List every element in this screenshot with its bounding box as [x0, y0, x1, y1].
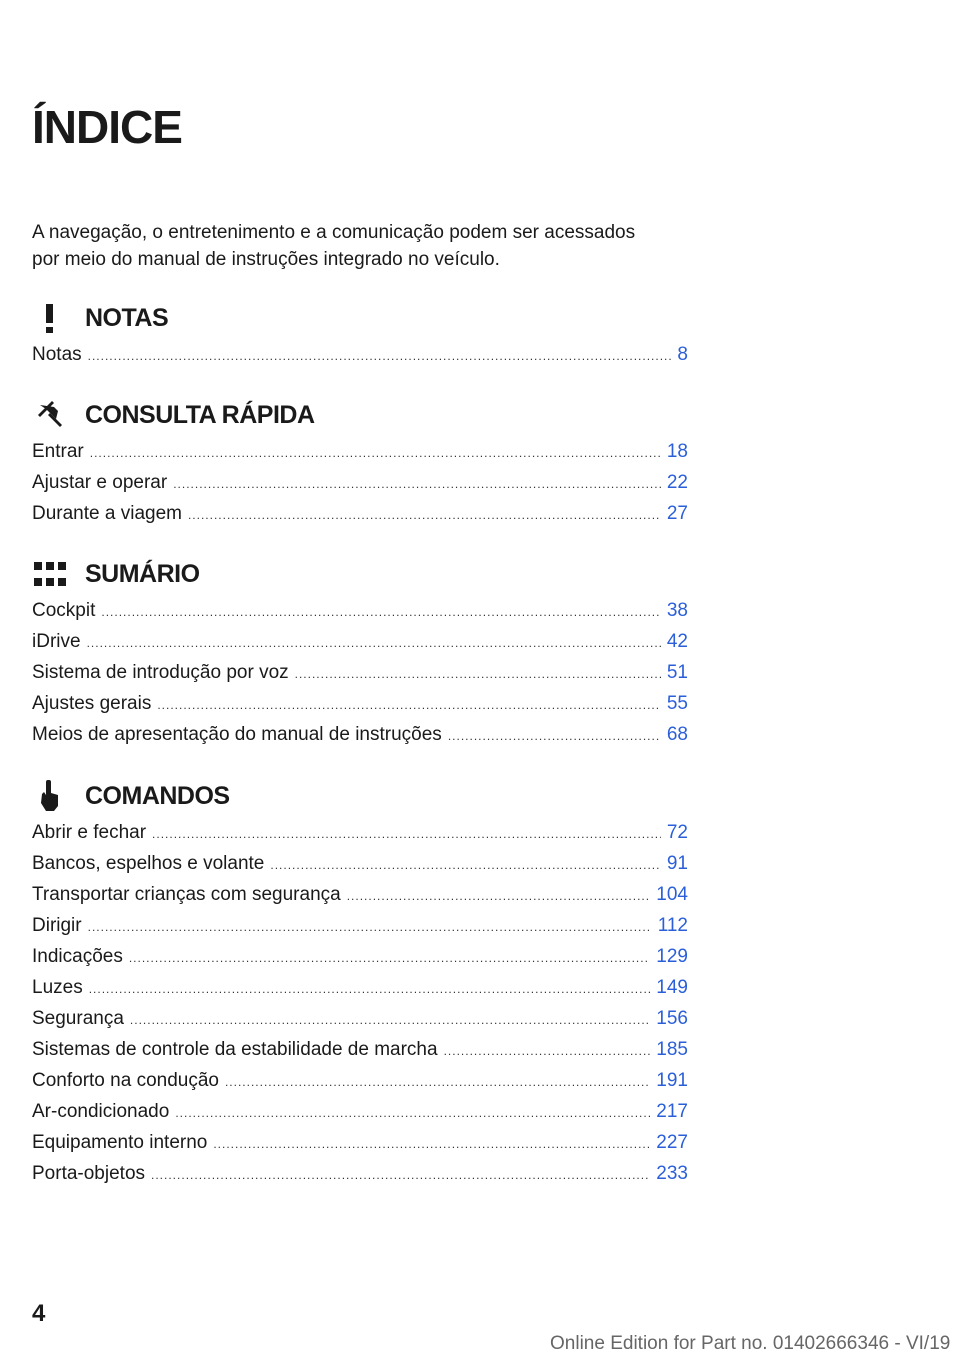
section-title: CONSULTA RÁPIDA — [85, 400, 315, 429]
toc-page-link[interactable]: 68 — [666, 724, 688, 745]
toc-page-link[interactable]: 191 — [656, 1070, 688, 1091]
section-header — [32, 395, 688, 435]
toc-page-link[interactable]: 217 — [656, 1101, 688, 1122]
page-title: ÍNDICE — [32, 101, 182, 153]
toc-entry-label: Transportar crianças com segurança — [32, 884, 341, 905]
section-header — [32, 554, 688, 594]
section-consulta-rapida — [32, 395, 688, 534]
toc-entry[interactable] — [32, 472, 688, 503]
toc-page-link[interactable]: 42 — [666, 631, 688, 652]
toc-page-link[interactable]: 18 — [666, 441, 688, 462]
toc-entry-label: Durante a viagem — [32, 503, 182, 524]
toc-entry[interactable] — [32, 503, 688, 534]
toc-dot-leader — [129, 951, 650, 965]
toc-page-link[interactable]: 233 — [656, 1163, 688, 1184]
toc-entry[interactable] — [32, 724, 688, 755]
toc-entry[interactable] — [32, 693, 688, 724]
toc-page-link[interactable]: 156 — [656, 1008, 688, 1029]
toc-entry-label: Indicações — [32, 946, 123, 967]
toc-entry[interactable] — [32, 1070, 688, 1101]
toc-page-link[interactable]: 91 — [666, 853, 688, 874]
toc-entry[interactable] — [32, 662, 688, 693]
toc-entry-label: Sistema de introdução por voz — [32, 662, 289, 683]
toc-entry-label: Sistemas de controle da estabilidade de marcha — [32, 1039, 438, 1060]
toc-dot-leader — [88, 920, 652, 934]
toc-dot-leader — [270, 858, 660, 872]
toc-entry-label: Bancos, espelhos e volante — [32, 853, 265, 874]
toc-entry[interactable] — [32, 822, 688, 853]
toc-dot-leader — [175, 1106, 650, 1120]
page-number: 4 — [32, 1300, 46, 1327]
toc-entry-label: Abrir e fechar — [32, 822, 147, 843]
toc-entry[interactable] — [32, 1132, 688, 1163]
toc-page-link[interactable]: 51 — [666, 662, 688, 683]
intro-line-2: por meio do manual de instruções integrado no veículo. — [32, 249, 500, 270]
toc-entry[interactable] — [32, 915, 688, 946]
toc-dot-leader — [157, 698, 661, 712]
toc-entry[interactable] — [32, 884, 688, 915]
toc-dot-leader — [295, 667, 661, 681]
toc-dot-leader — [225, 1075, 650, 1089]
pushpin-icon — [32, 397, 74, 433]
toc-dot-leader — [130, 1013, 650, 1027]
toc-dot-leader — [89, 982, 651, 996]
toc-dot-leader — [213, 1137, 650, 1151]
toc-entry-label: Equipamento interno — [32, 1132, 208, 1153]
toc-page-link[interactable]: 55 — [666, 693, 688, 714]
toc-entry-label: Dirigir — [32, 915, 82, 936]
intro-text — [32, 219, 692, 273]
section-comandos — [32, 776, 688, 1194]
toc-entry[interactable] — [32, 631, 688, 662]
toc-dot-leader — [152, 827, 661, 841]
toc-entry-label: Porta-objetos — [32, 1163, 146, 1184]
toc-dot-leader — [347, 889, 651, 903]
toc-page-link[interactable]: 38 — [666, 600, 688, 621]
toc-page-link[interactable]: 227 — [656, 1132, 688, 1153]
section-header — [32, 298, 688, 338]
toc-dot-leader — [444, 1044, 651, 1058]
toc-dot-leader — [90, 446, 661, 460]
toc-entry[interactable] — [32, 977, 688, 1008]
footer-edition: Online Edition for Part no. 01402666346 - VI/19 — [550, 1333, 951, 1354]
toc-entry-label: Entrar — [32, 441, 84, 462]
section-sumario — [32, 554, 688, 755]
toc-page-link[interactable]: 22 — [666, 472, 688, 493]
toc-entry-label: Ajustar e operar — [32, 472, 168, 493]
toc-entry[interactable] — [32, 1163, 688, 1194]
toc-entry[interactable] — [32, 1008, 688, 1039]
toc-entry[interactable] — [32, 441, 688, 472]
toc-entry[interactable] — [32, 344, 688, 375]
toc-entry-label: Cockpit — [32, 600, 96, 621]
toc-dot-leader — [101, 605, 661, 619]
toc-page-link[interactable]: 129 — [656, 946, 688, 967]
section-title: NOTAS — [85, 303, 169, 332]
section-notas — [32, 298, 688, 375]
toc-page-link[interactable]: 104 — [656, 884, 688, 905]
toc-dot-leader — [448, 729, 661, 743]
toc-entry-label: iDrive — [32, 631, 81, 652]
toc-entry-label: Notas — [32, 344, 82, 365]
toc-page-link[interactable]: 72 — [666, 822, 688, 843]
toc-dot-leader — [188, 508, 661, 522]
hand-pointer-icon — [32, 778, 74, 814]
toc-dot-leader — [88, 349, 672, 363]
toc-entry[interactable] — [32, 1101, 688, 1132]
toc-dot-leader — [151, 1168, 650, 1182]
toc-page-link[interactable]: 8 — [677, 344, 688, 365]
toc-entry[interactable] — [32, 600, 688, 631]
toc-page-link[interactable]: 149 — [656, 977, 688, 998]
toc-entry[interactable] — [32, 1039, 688, 1070]
toc-entry-label: Ar-condicionado — [32, 1101, 170, 1122]
section-header — [32, 776, 688, 816]
section-title: COMANDOS — [85, 781, 230, 810]
toc-entry-label: Luzes — [32, 977, 83, 998]
toc-page-link[interactable]: 185 — [656, 1039, 688, 1060]
toc-entry-label: Meios de apresentação do manual de instruções — [32, 724, 442, 745]
toc-entry-label: Segurança — [32, 1008, 124, 1029]
toc-entry[interactable] — [32, 946, 688, 977]
grid-icon — [32, 556, 74, 592]
toc-page-link[interactable]: 27 — [666, 503, 688, 524]
toc-entry[interactable] — [32, 853, 688, 884]
intro-line-1: A navegação, o entretenimento e a comunicação podem ser acessados — [32, 222, 636, 243]
toc-page-link[interactable]: 112 — [657, 915, 688, 936]
toc-entry-label: Conforto na condução — [32, 1070, 219, 1091]
toc-dot-leader — [87, 636, 661, 650]
section-title: SUMÁRIO — [85, 559, 200, 588]
toc-dot-leader — [173, 477, 661, 491]
toc-entry-label: Ajustes gerais — [32, 693, 152, 714]
exclamation-icon — [32, 300, 74, 336]
